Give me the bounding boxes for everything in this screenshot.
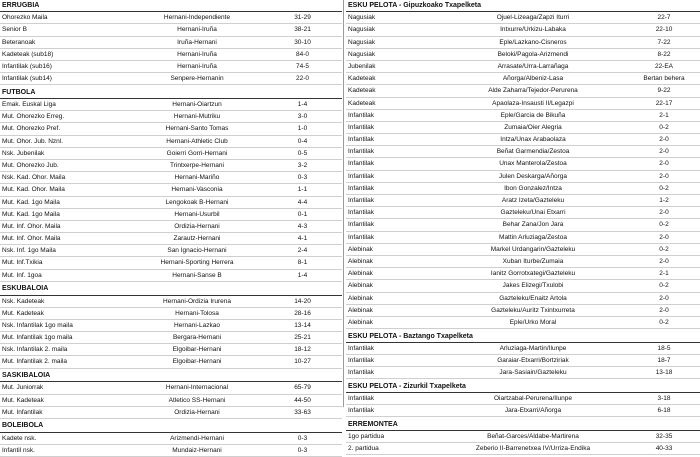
score-cell: 3-0 bbox=[297, 113, 308, 121]
result-row bbox=[346, 367, 700, 379]
score-cell: 1-0 bbox=[297, 125, 308, 133]
score-cell: 14-20 bbox=[294, 297, 311, 305]
result-row bbox=[346, 73, 700, 85]
category-cell: Mut. Infantilak 2. maila bbox=[2, 358, 68, 366]
score-cell: 2-0 bbox=[659, 294, 669, 302]
category-cell: Mut. Ohorezko Pref. bbox=[2, 125, 61, 133]
match-cell: Goierri Gorri-Hernani bbox=[166, 149, 228, 157]
match-cell: Lengokoak B-Hernani bbox=[165, 198, 229, 206]
result-row bbox=[0, 61, 342, 73]
result-row bbox=[0, 49, 342, 61]
result-row bbox=[346, 110, 700, 122]
match-cell: Elgoibar-Hernani bbox=[172, 346, 222, 354]
category-cell: Kadeteak bbox=[348, 87, 376, 95]
match-cell: Hernani-Sporting Herrera bbox=[160, 259, 234, 267]
result-row bbox=[0, 308, 342, 320]
match-cell: Julen Deskarga/Añorga bbox=[499, 172, 567, 180]
score-cell: 0-2 bbox=[659, 221, 669, 229]
category-cell: Alebinak bbox=[348, 294, 373, 302]
score-cell: 32-35 bbox=[655, 433, 673, 441]
match-cell: Gazteleku/Auritz Txintxurreta bbox=[491, 306, 575, 314]
match-cell: Hernani-Independiente bbox=[163, 14, 231, 22]
match-cell: Jakes Elizegi/Txulobi bbox=[502, 282, 564, 290]
result-row bbox=[346, 122, 700, 134]
score-cell: 22-0 bbox=[295, 75, 309, 83]
result-row bbox=[0, 332, 342, 344]
match-cell: Mattin Arluziaga/Zestoa bbox=[499, 233, 567, 241]
category-cell: Alebinak bbox=[348, 306, 373, 314]
match-cell: Gazteleku/Unai Etxarri bbox=[500, 209, 566, 217]
score-cell: 8-22 bbox=[657, 50, 671, 58]
score-cell: 65-79 bbox=[294, 384, 311, 392]
match-cell: Eple/Garcia de Bikuña bbox=[500, 111, 566, 119]
result-row bbox=[346, 24, 700, 36]
match-cell: Zeberio II-Barrenetxea IV/Urriza-Endika bbox=[475, 445, 591, 453]
category-cell: Ohorezko Maila bbox=[2, 14, 48, 22]
match-cell: Hernani-Vasconia bbox=[171, 186, 223, 194]
category-cell: Mut. Ohorezko Erreg. bbox=[2, 113, 65, 121]
match-cell: Hernani-Ordizia Irurena bbox=[163, 297, 231, 305]
category-cell: Mut. Ohorezko Jub. bbox=[2, 161, 59, 169]
match-cell: Trintxerpe-Hernani bbox=[170, 161, 224, 169]
match-cell: Atletico SS-Hernani bbox=[168, 396, 226, 404]
score-cell: 0-2 bbox=[659, 123, 669, 131]
category-cell: Mut. Inf. Ohor. Maila bbox=[2, 222, 61, 230]
result-row bbox=[346, 232, 700, 244]
category-cell: Infantilak bbox=[348, 209, 375, 217]
result-row bbox=[0, 344, 342, 356]
match-cell: Intxurre/Urkizu-Labaka bbox=[500, 26, 566, 34]
score-cell: 33-63 bbox=[294, 408, 311, 416]
match-cell: Oiartzabal-Perurena/Ilunpe bbox=[493, 395, 573, 402]
category-cell: Mut. Juniorrak bbox=[2, 384, 44, 392]
score-cell: 18-7 bbox=[657, 356, 671, 364]
category-cell: Nsk. Kadeteak bbox=[2, 297, 45, 305]
category-cell: Nsk. Infantilak 2. maila bbox=[2, 346, 68, 354]
match-cell: Ordizia-Hernani bbox=[174, 408, 220, 416]
score-cell: 0-3 bbox=[297, 434, 308, 442]
category-cell: Nagusiak bbox=[348, 26, 376, 34]
match-cell: Beñat Garmendia/Zestoa bbox=[496, 148, 570, 156]
category-cell: Infantilak bbox=[348, 123, 375, 131]
category-cell: Mut. Kadeteak bbox=[2, 309, 44, 317]
score-cell: 6-18 bbox=[657, 407, 671, 415]
result-row bbox=[346, 85, 700, 97]
score-cell: 2-0 bbox=[659, 136, 669, 144]
result-row bbox=[346, 280, 700, 292]
score-cell: Bertan behera bbox=[643, 75, 685, 83]
score-cell: 0-1 bbox=[297, 210, 308, 218]
score-cell: 30-10 bbox=[294, 38, 311, 46]
match-cell: Ibon Gonzalez/Intza bbox=[504, 184, 562, 192]
result-row bbox=[0, 257, 342, 269]
category-cell: Senior B bbox=[2, 26, 27, 34]
score-cell: 31-29 bbox=[294, 14, 311, 22]
category-cell: Beteranoak bbox=[2, 38, 36, 46]
match-cell: Eple/Urko Moral bbox=[509, 318, 557, 326]
match-cell: Beloki/Pagola-Arizmendi bbox=[497, 50, 569, 58]
score-cell: 9-22 bbox=[657, 87, 671, 95]
category-cell: Infantilak bbox=[348, 184, 375, 192]
category-cell: Infantil nsk. bbox=[2, 446, 35, 454]
category-cell: Nsk. Infantilak 1go maila bbox=[2, 321, 73, 329]
category-cell: Mut. Kad. 1go Maila bbox=[2, 198, 60, 206]
match-cell: Ojuel-Lizeaga/Zapzi Iturri bbox=[496, 14, 570, 22]
match-cell: Hernani-Internacional bbox=[165, 384, 229, 392]
result-row bbox=[0, 73, 342, 85]
score-cell: 7-22 bbox=[657, 38, 671, 46]
score-cell: 4-1 bbox=[297, 235, 308, 243]
match-cell: Ianitz Gorrotxategi/Gazteleku bbox=[490, 270, 576, 278]
score-cell: 0-4 bbox=[297, 137, 308, 145]
category-cell: Mut. Inf. Ohor. Maila bbox=[2, 235, 61, 243]
match-cell: Arluziaga-Martin/Ilunpe bbox=[499, 344, 567, 352]
score-cell: 0-2 bbox=[659, 318, 669, 326]
category-cell: Nsk. Jubenilak bbox=[2, 149, 45, 157]
score-cell: 4-3 bbox=[297, 222, 308, 230]
section-header-saskibaloia: SASKIBALOIA bbox=[0, 370, 342, 382]
column-divider bbox=[343, 0, 344, 407]
match-cell: Hernani-Usurbil bbox=[174, 210, 220, 218]
result-row bbox=[346, 146, 700, 158]
result-row bbox=[346, 98, 700, 110]
match-cell: Jara-Etxarri/Añorga bbox=[504, 407, 562, 415]
score-cell: 3-18 bbox=[657, 395, 671, 402]
score-cell: 1-4 bbox=[297, 271, 308, 279]
match-cell: Hernani-Lazkao bbox=[174, 321, 220, 329]
score-cell: 13-14 bbox=[294, 321, 311, 329]
score-cell: 2-1 bbox=[659, 270, 669, 278]
score-cell: 2-0 bbox=[659, 160, 669, 168]
score-cell: 4-4 bbox=[297, 198, 308, 206]
score-cell: 3-2 bbox=[297, 161, 308, 169]
score-cell: 0-2 bbox=[659, 282, 669, 290]
result-row bbox=[346, 61, 700, 73]
category-cell: Emak. Euskal Liga bbox=[2, 101, 56, 108]
section-header-errugbia: ERRUGBIA bbox=[0, 0, 342, 12]
score-cell: 2-1 bbox=[659, 111, 669, 119]
category-cell: Mut. Kadeteak bbox=[2, 396, 44, 404]
match-cell: Hernani-Sanse B bbox=[172, 271, 222, 279]
category-cell: Kadeteak (sub18) bbox=[2, 50, 54, 58]
category-cell: Kadeteak bbox=[348, 99, 376, 107]
result-row bbox=[346, 355, 700, 367]
category-cell: Infantilak bbox=[348, 148, 375, 156]
result-row bbox=[0, 296, 342, 308]
result-row bbox=[346, 317, 700, 329]
result-row bbox=[0, 233, 342, 245]
score-cell: 44-50 bbox=[294, 396, 311, 404]
section-header-esku-pelota-gipuzkoako-txapelketa: ESKU PELOTA - Gipuzkoako Txapelketa bbox=[346, 0, 700, 12]
result-row bbox=[346, 171, 700, 183]
result-row bbox=[0, 433, 342, 445]
match-cell: Añorga/Albeniz-Lasa bbox=[502, 75, 564, 83]
match-cell: Markel Urdangarin/Gazteleku bbox=[490, 245, 576, 253]
score-cell: 22-EA bbox=[654, 62, 674, 70]
score-cell: 22-7 bbox=[657, 14, 671, 22]
category-cell: Infantilak (sub14) bbox=[2, 75, 52, 83]
section-header-futbola: FUTBOLA bbox=[0, 87, 342, 99]
score-cell: 8-1 bbox=[297, 259, 308, 267]
match-cell: Alde Zaharra/Tejedor-Perurena bbox=[488, 87, 578, 95]
match-cell: Mundaiz-Hernani bbox=[172, 446, 222, 454]
match-cell: Hernani-Oiartzun bbox=[172, 101, 222, 108]
result-row bbox=[0, 37, 342, 49]
category-cell: Infantilak bbox=[348, 172, 375, 180]
result-row bbox=[346, 393, 700, 405]
category-cell: Infantilak bbox=[348, 233, 375, 241]
category-cell: Infantilak bbox=[348, 395, 375, 402]
result-row bbox=[0, 123, 342, 135]
result-row bbox=[346, 207, 700, 219]
result-row bbox=[346, 256, 700, 268]
category-cell: Jubenilak bbox=[348, 62, 376, 70]
result-row bbox=[0, 184, 342, 196]
match-cell: Hernani-Iruña bbox=[177, 62, 217, 70]
result-row bbox=[346, 219, 700, 231]
score-cell: 2-0 bbox=[659, 209, 669, 217]
result-row bbox=[0, 99, 342, 111]
result-row bbox=[0, 12, 342, 24]
match-cell: Eple/Lazkano-Cisneros bbox=[499, 38, 567, 46]
match-cell: Hernani-Tolosa bbox=[175, 309, 219, 317]
result-row bbox=[346, 195, 700, 207]
category-cell: Nsk. Inf. 1go Maila bbox=[2, 247, 56, 255]
category-cell: Kadete nsk. bbox=[2, 434, 37, 442]
score-cell: 18-5 bbox=[657, 344, 671, 352]
score-cell: 0-3 bbox=[297, 174, 308, 182]
result-row bbox=[346, 158, 700, 170]
category-cell: Mut. Inf.Txikia bbox=[2, 259, 43, 267]
result-row bbox=[0, 136, 342, 148]
match-cell: Behar Zana/Jon Jara bbox=[502, 221, 564, 229]
score-cell: 0-2 bbox=[659, 245, 669, 253]
result-row bbox=[346, 49, 700, 61]
section-header-esku-pelota-baztango-txapelketa: ESKU PELOTA - Baztango Txapelketa bbox=[346, 331, 700, 343]
result-row bbox=[346, 134, 700, 146]
category-cell: Infantilak bbox=[348, 407, 375, 415]
score-cell: 2-0 bbox=[659, 257, 669, 265]
match-cell: Apaolaza-Insausti II/Legazpi bbox=[492, 99, 574, 107]
result-row bbox=[0, 356, 342, 368]
match-cell: Hernani-Iruña bbox=[177, 26, 217, 34]
result-row bbox=[346, 443, 700, 455]
result-row bbox=[346, 244, 700, 256]
result-row bbox=[0, 407, 342, 419]
section-header-esku-pelota-zizurkil-txapelketa: ESKU PELOTA - Zizurkil Txapelketa bbox=[346, 381, 700, 393]
match-cell: Hernani-Athletic Club bbox=[166, 137, 228, 145]
score-cell: 2-0 bbox=[659, 172, 669, 180]
result-row bbox=[346, 431, 700, 443]
result-row bbox=[0, 148, 342, 160]
result-row bbox=[0, 395, 342, 407]
result-row bbox=[0, 24, 342, 36]
category-cell: Mut. Infantilak 1go maila bbox=[2, 334, 73, 342]
match-cell: Ordizia-Hernani bbox=[174, 222, 220, 230]
category-cell: Nagusiak bbox=[348, 50, 376, 58]
category-cell: Infantilak bbox=[348, 369, 375, 377]
score-cell: 1-1 bbox=[297, 186, 308, 194]
match-cell: Garaiar-Etxarri/Bortziriak bbox=[497, 356, 569, 364]
result-row bbox=[346, 405, 700, 417]
result-row bbox=[0, 245, 342, 257]
score-cell: 22-10 bbox=[655, 26, 673, 34]
category-cell: Infantilak bbox=[348, 344, 375, 352]
result-row bbox=[0, 270, 342, 282]
score-cell: 2-0 bbox=[659, 233, 669, 241]
score-cell: 0-3 bbox=[297, 446, 308, 454]
right-results-column bbox=[346, 0, 700, 455]
score-cell: 2-0 bbox=[659, 148, 669, 156]
match-cell: Hernani-Mutriku bbox=[173, 113, 221, 121]
result-row bbox=[0, 382, 342, 394]
result-row bbox=[0, 221, 342, 233]
result-row bbox=[0, 172, 342, 184]
category-cell: Alebinak bbox=[348, 245, 373, 253]
match-cell: Arrasate/Urra-Larrañaga bbox=[497, 62, 569, 70]
category-cell: 2. partidua bbox=[348, 445, 379, 453]
category-cell: Alebinak bbox=[348, 270, 373, 278]
result-row bbox=[346, 268, 700, 280]
match-cell: Senpere-Hernanin bbox=[170, 75, 224, 83]
score-cell: 0-2 bbox=[659, 184, 669, 192]
match-cell: San Ignacio-Hernani bbox=[167, 247, 227, 255]
match-cell: Unax Manterola/Zestoa bbox=[499, 160, 567, 168]
match-cell: Zarautz-Hernani bbox=[173, 235, 221, 243]
section-header-boleibola: BOLEIBOLA bbox=[0, 420, 342, 432]
match-cell: Jara-Sasiain/Gazteleku bbox=[499, 369, 567, 377]
result-row bbox=[0, 111, 342, 123]
result-row bbox=[346, 305, 700, 317]
score-cell: 2-0 bbox=[659, 306, 669, 314]
score-cell: 25-21 bbox=[294, 334, 311, 342]
category-cell: Infantilak bbox=[348, 111, 375, 119]
category-cell: Kadeteak bbox=[348, 75, 376, 83]
score-cell: 13-18 bbox=[655, 369, 673, 377]
score-cell: 18-12 bbox=[294, 346, 311, 354]
match-cell: Arizmendi-Hernani bbox=[170, 434, 224, 442]
section-header-eskubaloia: ESKUBALOIA bbox=[0, 283, 342, 295]
category-cell: Nagusiak bbox=[348, 14, 376, 22]
match-cell: Aratz Izeta/Gazteleku bbox=[501, 197, 565, 204]
match-cell: Gazteleku/Enaitz Artola bbox=[499, 294, 567, 302]
match-cell: Hernani-Mariño bbox=[174, 174, 220, 182]
category-cell: Mut. Inf. 1goa bbox=[2, 271, 42, 279]
category-cell: Alebinak bbox=[348, 257, 373, 265]
category-cell: Alebinak bbox=[348, 282, 373, 290]
result-row bbox=[0, 197, 342, 209]
category-cell: Mut. Infantilak bbox=[2, 408, 43, 416]
score-cell: 2-4 bbox=[297, 247, 308, 255]
match-cell: Iruña-Hernani bbox=[177, 38, 217, 46]
category-cell: Infantilak (sub16) bbox=[2, 62, 52, 70]
category-cell: Infantilak bbox=[348, 221, 375, 229]
match-cell: Hernani-Santo Tomas bbox=[165, 125, 229, 133]
result-row bbox=[346, 293, 700, 305]
score-cell: 38-21 bbox=[294, 26, 311, 34]
category-cell: Mut. Ohor. Jub. Nznl. bbox=[2, 137, 64, 145]
category-cell: Infantilak bbox=[348, 356, 375, 364]
result-row bbox=[0, 209, 342, 221]
score-cell: 1-2 bbox=[659, 197, 669, 204]
category-cell: Infantilak bbox=[348, 160, 375, 168]
score-cell: 1-4 bbox=[297, 101, 308, 108]
score-cell: 74-5 bbox=[295, 62, 309, 70]
category-cell: Nsk. Kad. Ohor. Maila bbox=[2, 174, 66, 182]
left-results-column bbox=[0, 0, 342, 457]
result-row bbox=[0, 160, 342, 172]
category-cell: Mut. Kad. Ohor. Maila bbox=[2, 186, 65, 194]
score-cell: 10-27 bbox=[294, 358, 311, 366]
match-cell: Beñat-Garces/Aldabe-Martirena bbox=[487, 433, 579, 441]
category-cell: Nagusiak bbox=[348, 38, 376, 46]
score-cell: 40-33 bbox=[655, 445, 673, 453]
match-cell: Elgoibar-Hernani bbox=[172, 358, 222, 366]
category-cell: Alebinak bbox=[348, 318, 373, 326]
result-row bbox=[346, 183, 700, 195]
category-cell: Infantilak bbox=[348, 197, 375, 204]
category-cell: Infantilak bbox=[348, 136, 375, 144]
match-cell: Xuban Iturbe/Zumaia bbox=[502, 257, 564, 265]
score-cell: 22-17 bbox=[655, 99, 673, 107]
category-cell: Mut. Kad. 1go Maila bbox=[2, 210, 60, 218]
section-header-erremontea: ERREMONTEA bbox=[346, 419, 700, 431]
match-cell: Intza/Unax Arabaolaza bbox=[500, 136, 566, 144]
score-cell: 28-16 bbox=[294, 309, 311, 317]
result-row bbox=[346, 12, 700, 24]
result-row bbox=[346, 37, 700, 49]
match-cell: Zumaia/Oier Alegria bbox=[504, 123, 562, 131]
match-cell: Hernani-Iruña bbox=[177, 50, 217, 58]
category-cell: 1go partidua bbox=[348, 433, 385, 441]
score-cell: 0-5 bbox=[297, 149, 308, 157]
result-row bbox=[0, 320, 342, 332]
result-row bbox=[346, 343, 700, 355]
match-cell: Bergara-Hernani bbox=[172, 334, 222, 342]
result-row bbox=[0, 445, 342, 457]
score-cell: 84-0 bbox=[295, 50, 309, 58]
